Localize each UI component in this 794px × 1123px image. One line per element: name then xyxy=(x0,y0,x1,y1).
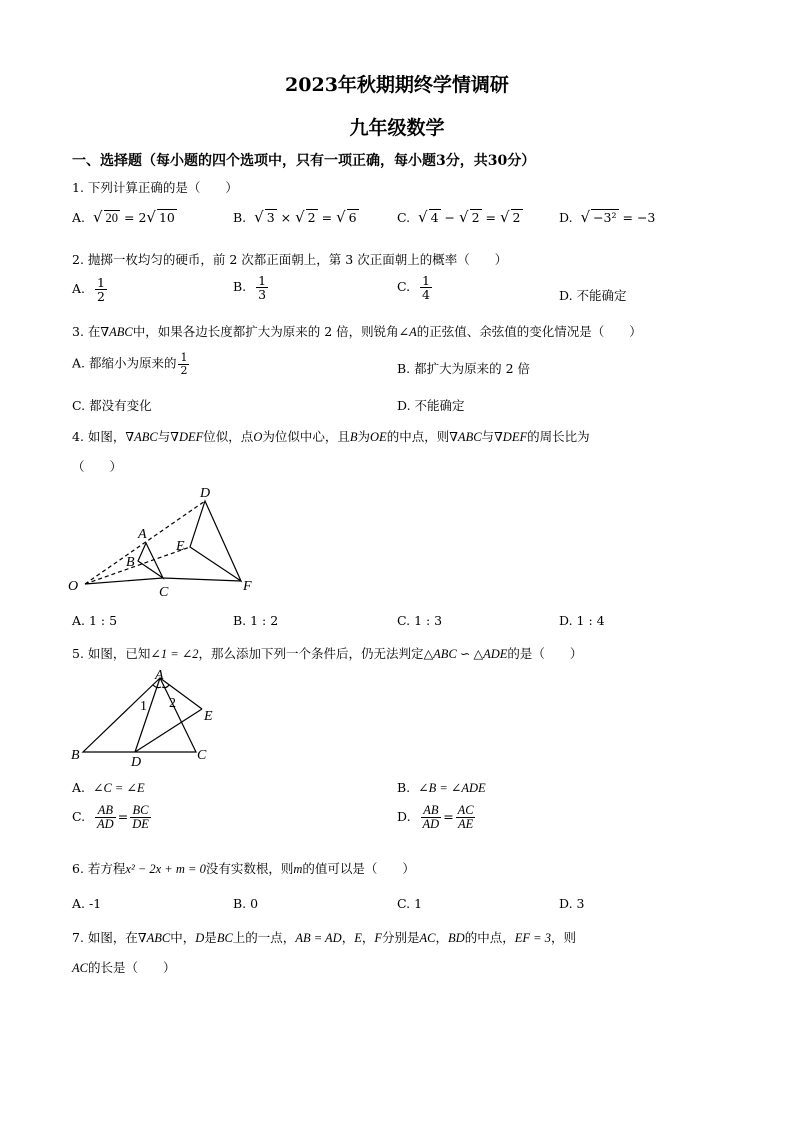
q5-label-a: A xyxy=(155,668,164,683)
q4-option-d: D. 1 : 4 xyxy=(559,613,605,628)
q5-line-ad xyxy=(135,678,160,752)
q5-label-2: 2 xyxy=(169,696,176,711)
q5-label-1: 1 xyxy=(140,699,147,714)
q4-option-c: C. 1 : 3 xyxy=(397,613,443,628)
q4-stem: 4. 如图，∇ABC与∇DEF位似，点O为位似中心，且B为OE的中点，则∇ABC与∇DEF的周长比为 xyxy=(72,429,590,444)
section-heading: 一、选择题（每小题的四个选项中，只有一项正确，每小题3分，共30分） xyxy=(72,153,536,169)
q3-option-d: D. 不能确定 xyxy=(397,398,465,413)
q4-label-e: E xyxy=(176,539,185,554)
q2-option-a: A. $\frac{1}{2}$ xyxy=(72,275,105,305)
q5-option-d: D. $\frac{AB}{AD}$ = $\frac{AC}{AE}$ xyxy=(397,803,474,832)
q7-stem-line1: 7. 如图，在∇ABC中，D是BC上的一点，AB = AD，E，F分别是AC，BD的中点，EF = 3，则 xyxy=(72,930,576,945)
q2-option-c: C. $\frac{1}{4}$ xyxy=(397,273,430,303)
q4-triangle-abc xyxy=(138,543,163,578)
q4-label-b: B xyxy=(126,555,135,570)
q4-line-cf xyxy=(163,578,241,581)
q5-label-b: B xyxy=(71,748,80,763)
q4-figure xyxy=(60,480,280,605)
q6-option-c: C. 1 xyxy=(397,896,423,911)
q6-option-b: B. 0 xyxy=(233,896,259,911)
q5-line-de xyxy=(135,709,202,752)
q4-label-f: F xyxy=(243,579,252,594)
q6-option-a: A. -1 xyxy=(72,896,102,911)
q4-label-c: C xyxy=(159,585,169,600)
q2-stem: 2. 抛掷一枚均匀的硬币，前 2 次都正面朝上，第 3 次正面朝上的概率（ ） xyxy=(72,252,508,267)
q5-label-c: C xyxy=(197,748,207,763)
q5-figure xyxy=(65,668,235,768)
q1-stem: 1. 下列计算正确的是（ ） xyxy=(72,180,238,195)
page-title: 2023年秋期期终学情调研 xyxy=(285,74,509,96)
q1-option-b: B. √ 3 × √ 2 = √ 6 xyxy=(233,208,357,226)
page-subtitle: 九年级数学 xyxy=(349,117,445,139)
q2-option-b: B. $\frac{1}{3}$ xyxy=(233,273,267,303)
q4-line-oc xyxy=(85,578,163,584)
q4-option-a: A. 1 : 5 xyxy=(72,613,118,628)
q5-option-b: B. ∠B = ∠ADE xyxy=(397,780,486,795)
q5-option-a: A. ∠C = ∠E xyxy=(72,780,145,795)
q2-option-d: D. 不能确定 xyxy=(559,288,627,303)
q7-stem-line2: AC的长是（ ） xyxy=(72,960,176,975)
q6-option-d: D. 3 xyxy=(559,896,585,911)
q3-option-b: B. 都扩大为原来的 2 倍 xyxy=(397,361,531,376)
q4-paren: （ ） xyxy=(72,459,123,474)
q6-stem: 6. 若方程x² − 2x + m = 0没有实数根，则m的值可以是（ ） xyxy=(72,861,415,876)
q4-option-b: B. 1 : 2 xyxy=(233,613,279,628)
q3-option-c: C. 都没有变化 xyxy=(72,398,152,413)
q3-option-a: A. 都缩小为原来的 $\frac{1}{2}$ xyxy=(72,351,188,377)
q1-option-a: A. √ 20 = 2√ 10 xyxy=(72,208,175,226)
q5-stem: 5. 如图，已知∠1 = ∠2，那么添加下列一个条件后，仍无法判定△ABC ∽ △ADE的是（ ） xyxy=(72,646,583,661)
q5-line-ae xyxy=(160,678,202,709)
q3-stem: 3. 在∇ABC中，如果各边长度都扩大为原来的 2 倍，则锐角∠A的正弦值、余弦值的变化情况是（ ） xyxy=(72,324,642,339)
q5-option-c: C. $\frac{AB}{AD}$ = $\frac{BC}{DE}$ xyxy=(72,803,149,832)
q4-dash-od xyxy=(85,501,205,584)
q1-option-d: D. √ −3² = −3 xyxy=(559,208,656,226)
q4-triangle-def xyxy=(190,501,241,581)
q4-label-d: D xyxy=(200,486,211,501)
q5-label-e: E xyxy=(204,709,213,724)
q4-label-a: A xyxy=(138,527,147,542)
q4-label-o: O xyxy=(68,579,79,594)
q5-label-d: D xyxy=(131,755,142,768)
q5-triangle-abc xyxy=(83,678,196,752)
q1-option-c: C. √ 4 − √ 2 = √ 2 xyxy=(397,208,521,226)
